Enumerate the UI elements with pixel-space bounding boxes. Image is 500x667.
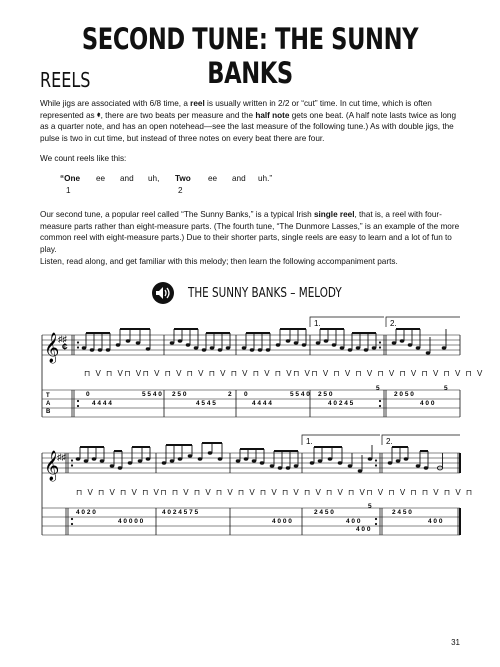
count-words-row xyxy=(0,174,500,186)
treble-clef-icon: 𝄞 xyxy=(44,450,60,480)
intro-text-4: gets one beat. (A half note lasts twice as long as a quarter note, and has an open notehead—see the last measure of the following tune.) As with double jigs, the pulse is two in cut time, but instead of three notes on every beat there are four. xyxy=(40,110,457,143)
noteheads-1 xyxy=(82,339,447,354)
tab-letter-a: A xyxy=(46,401,51,407)
listen-paragraph: Listen, read along, and get familiar with this melody; then learn the following accompaniment parts. xyxy=(40,257,398,266)
tab-numbers-2 xyxy=(76,503,443,533)
tab-number: 4 0 0 xyxy=(356,526,371,533)
count-word: uh.” xyxy=(258,174,273,183)
intro-text-2: is usually written in 2/2 or “cut” time. In cut time, which is often represented as xyxy=(40,99,432,120)
speaker-icon[interactable] xyxy=(152,282,174,304)
term-single-reel: single reel xyxy=(313,210,355,219)
tab-number: 4 5 4 5 xyxy=(196,400,216,407)
staff-1 xyxy=(42,335,460,355)
second-text-1: Our second tune, a popular reel called “The Sunny Banks,” is a typical Irish xyxy=(40,210,314,219)
second-tune-paragraph xyxy=(40,209,464,255)
tab-number: 4 0 0 0 0 xyxy=(118,518,144,525)
bowing-row-2: ⊓ V ⊓ V ⊓ V ⊓ V⊓ ⊓ V ⊓ V ⊓ V ⊓ V ⊓ V ⊓ V ⊓ V ⊓ V ⊓ V⊓ V ⊓ V ⊓ ⊓ V ⊓ V ⊓ xyxy=(76,488,474,497)
key-signature-sharps: ♯♯ xyxy=(58,334,67,344)
stems-beams-2 xyxy=(80,443,443,471)
bowing-row-1: ⊓ V ⊓ V⊓ V⊓ V ⊓ V ⊓ V ⊓ V ⊓ V ⊓ V ⊓ V⊓ V⊓ V ⊓ V ⊓ V ⊓ V ⊓ V ⊓ V ⊓ V ⊓ V xyxy=(84,369,484,378)
tab-number: 4 0 2 0 xyxy=(76,509,96,516)
intro-text-3: , there are two beats per measure and the xyxy=(100,110,256,120)
tab-number: 4 4 4 4 xyxy=(252,400,272,407)
key-signature-sharps: ♯♯ xyxy=(57,452,66,462)
notation-system-2 xyxy=(0,423,500,543)
staff-2 xyxy=(42,453,460,473)
tab-number: 2 0 5 0 xyxy=(394,391,414,398)
tab-number: 0 xyxy=(244,391,248,398)
second-ending-label: 2. xyxy=(386,437,393,446)
beat-number: 2 xyxy=(178,186,183,195)
tab-number: 5 xyxy=(368,503,372,510)
tab-number: 5 xyxy=(376,385,380,392)
tab-number: 4 0 0 xyxy=(346,518,361,525)
tab-number: 0 xyxy=(86,391,90,398)
tab-number: 5 5 4 0 xyxy=(142,391,162,398)
notation-system-1 xyxy=(0,305,500,425)
intro-text-1: While jigs are associated with 6/8 time, a xyxy=(40,99,191,108)
tab-numbers-1 xyxy=(86,385,448,407)
tab-number: 5 xyxy=(444,385,448,392)
count-word: Two xyxy=(175,174,191,183)
tab-number: 2 5 0 xyxy=(172,391,187,398)
tab-number: 4 4 4 4 xyxy=(92,400,112,407)
second-text-2: , that is, a reel with four-measure parts rather than eight-measure parts. (The fourth tune, “The Dunmore Lasses,” is an example of the more common reel with eight-measure parts.) Due to their shorter parts, single reels are easy to learn and a lot of fun to play. xyxy=(40,210,460,254)
tab-number: 4 0 2 4 5 7 5 xyxy=(162,509,199,516)
count-word: and xyxy=(120,174,134,183)
count-word: ee xyxy=(96,174,106,183)
first-ending-label: 1. xyxy=(306,437,313,446)
cut-time-symbol: 𝄵 xyxy=(96,110,101,120)
first-ending-label: 1. xyxy=(314,319,321,328)
noteheads-2 xyxy=(76,451,429,472)
count-intro: We count reels like this: xyxy=(40,154,127,163)
tab-number: 4 0 0 0 xyxy=(272,518,292,525)
tab-number: 4 0 0 xyxy=(420,400,435,407)
tab-letter-b: B xyxy=(46,409,51,415)
melody-title: THE SUNNY BANKS – MELODY xyxy=(188,286,342,301)
term-reel: reel xyxy=(190,99,205,108)
intro-paragraph xyxy=(40,98,464,144)
term-half-note: half note xyxy=(255,110,290,120)
tab-number: 2 5 0 xyxy=(318,391,333,398)
page-title: SECOND TUNE: THE SUNNY BANKS xyxy=(81,22,419,90)
second-ending-label: 2. xyxy=(390,319,397,328)
tab-letter-t: T xyxy=(46,393,50,399)
page-number: 31 xyxy=(451,638,460,647)
tab-number: 5 5 4 0 xyxy=(290,391,310,398)
cut-time-signature: ¢ xyxy=(62,342,68,353)
count-numbers-row xyxy=(0,186,500,198)
section-heading: REELS xyxy=(40,68,91,92)
tab-number: 4 0 2 4 5 xyxy=(328,400,354,407)
tab-number: 2 xyxy=(228,391,232,398)
treble-clef-icon: 𝄞 xyxy=(44,332,60,362)
count-word: uh, xyxy=(148,174,160,183)
tab-number: 4 0 0 xyxy=(428,518,443,525)
count-word: “One xyxy=(60,174,81,183)
tab-number: 2 4 5 0 xyxy=(314,509,334,516)
ending-brackets-2 xyxy=(302,435,460,445)
count-word: and xyxy=(232,174,246,183)
beat-number: 1 xyxy=(66,186,71,195)
tab-number: 2 4 5 0 xyxy=(392,509,412,516)
ending-brackets-1 xyxy=(310,317,460,327)
count-word: ee xyxy=(208,174,218,183)
